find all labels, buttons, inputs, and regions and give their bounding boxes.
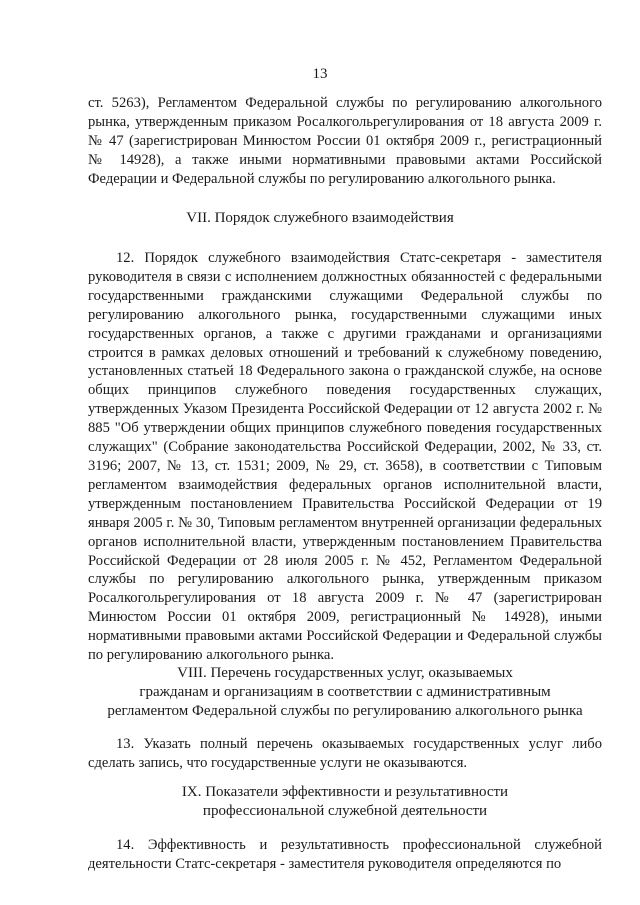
section-9-heading: [80, 783, 610, 821]
section-9-heading-line-1: IX. Показатели эффективности и результативности: [181, 784, 509, 800]
page-number: 13: [312, 66, 328, 82]
paragraph-14: 14. Эффективность и результативность профессиональной служебной деятельности Статс-секретаря - заместителя руководителя определяются по: [88, 837, 602, 872]
section-8-heading: [80, 664, 610, 721]
section-9-heading-line-2: профессиональной служебной деятельности: [202, 803, 488, 819]
section-7-heading: VII. Порядок служебного взаимодействия: [186, 210, 454, 226]
paragraph-12: 12. Порядок служебного взаимодействия Статс-секретаря - заместителя руководителя в связи с исполнением должностных обязанностей с федеральными государственными гражданскими служащими Федеральной службы по регулированию алкогольного рынка, государственными служащими иных государственных органов, а также с другими гражданами и организациями строится в рамках деловых отношений и требований к служебному поведению, установленных статьей 18 Федерального закона о гражданской службе, на основе общих принципов служебного поведения государственных служащих, утвержденных Указом Президента Российской Федерации от 12 августа 2002 г. № 885 "Об утверждении общих принципов служебного поведения государственных служащих" (Собрание законодательства Российской Федерации, 2002, № 33, ст. 3196; 2007, № 13, ст. 1531; 2009, № 29, ст. 3658), в соответствии с Типовым регламентом взаимодействия федеральных органов исполнительной власти, утвержденным постановлением Правительства Российской Федерации от 19 января 2005 г. № 30, Типовым регламентом внутренней организации федеральных органов исполнительной власти, утвержденным постановлением Правительства Российской Федерации от 28 июля 2005 г. № 452, Регламентом Федеральной службы по регулированию алкогольного рынка, утвержденным приказом Росалкогольрегулирования от 18 августа 2009 г. № 47 (зарегистрирован Минюстом России 01 октября 2009, регистрационный № 14928), иными нормативными правовыми актами Российской Федерации и Федеральной службы по регулированию алкогольного рынка.: [88, 250, 602, 664]
paragraph-continuation: ст. 5263), Регламентом Федеральной службы по регулированию алкогольного рынка, утвержденным приказом Росалкогольрегулирования от 18 августа 2009 г. № 47 (зарегистрирован Минюстом России 01 октября 2009 г., регистрационный № 14928), а также иными нормативными правовыми актами Российской Федерации и Федеральной службы по регулированию алкогольного рынка.: [88, 95, 602, 187]
section-8-heading-line-2: гражданам и организациям в соответствии с административным: [139, 684, 551, 700]
paragraph-13: 13. Указать полный перечень оказываемых государственных услуг либо сделать запись, что государственные услуги не оказываются.: [88, 736, 602, 771]
section-8-heading-line-1: VIII. Перечень государственных услуг, оказываемых: [177, 665, 513, 681]
section-8-heading-line-3: регламентом Федеральной службы по регулированию алкогольного рынка: [107, 703, 583, 719]
